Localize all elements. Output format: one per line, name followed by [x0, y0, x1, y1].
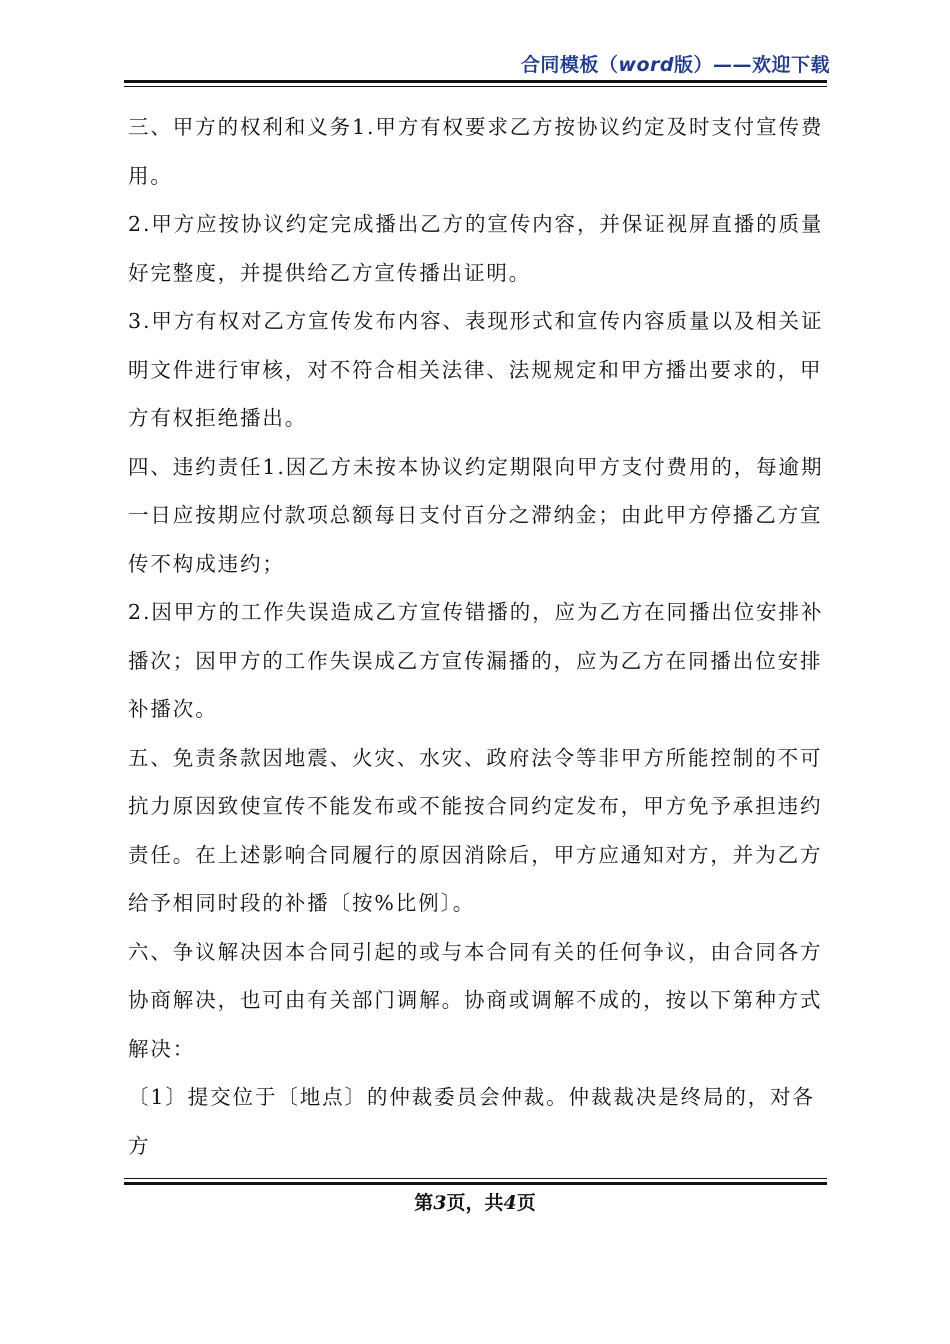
total-pages: 4: [503, 1192, 517, 1214]
page-number-prefix: 第: [414, 1192, 434, 1214]
page-number-middle: 页，共: [446, 1192, 504, 1214]
paragraph-rebroadcast: 2.因甲方的工作失误造成乙方宣传错播的，应为乙方在同播出位安排补播次；因甲方的工作失误成乙方宣传漏播的，应为乙方在同播出位安排补播次。: [128, 600, 824, 721]
header-title: [521, 50, 830, 77]
header-rule-thin: [124, 86, 827, 87]
page-number-suffix: 页: [516, 1192, 536, 1214]
footer-rule-thick: [124, 1182, 827, 1185]
header-title-word: word: [618, 54, 674, 76]
header-title-prefix: 合同模板（: [520, 54, 619, 76]
paragraph-arbitration: 〔1〕提交位于〔地点〕的仲裁委员会仲裁。仲裁裁决是终局的，对各方: [128, 1085, 815, 1158]
current-page: 3: [433, 1192, 447, 1214]
header-rule-thick: [124, 80, 827, 83]
header-title-suffix: 版）——欢迎下载: [673, 54, 830, 76]
footer-rule-thin: [124, 1178, 827, 1179]
paragraph-content-review: 3.甲方有权对乙方宣传发布内容、表现形式和宣传内容质量以及相关证明文件进行审核，对不符合相关法律、法规规定和甲方播出要求的，甲方有权拒绝播出。: [128, 309, 824, 430]
paragraph-breach-liability: 四、违约责任1.因乙方未按本协议约定期限向甲方支付费用的，每逾期一日应按期应付款项总额每日支付百分之滞纳金；由此甲方停播乙方宣传不构成违约；: [128, 454, 824, 576]
paragraph-broadcast-quality: 2.甲方应按协议约定完成播出乙方的宣传内容，并保证视屏直播的质量好完整度，并提供给乙方宣传播出证明。: [128, 212, 824, 285]
contract-body: [128, 103, 828, 1170]
paragraph-party-a-rights: 三、甲方的权利和义务1.甲方有权要求乙方按协议约定及时支付宣传费用。: [128, 115, 824, 188]
paragraph-dispute-resolution: 六、争议解决因本合同引起的或与本合同有关的任何争议，由合同各方协商解决，也可由有关部门调解。协商或调解不成的，按以下第种方式解决：: [128, 939, 823, 1061]
paragraph-force-majeure: 五、免责条款因地震、火灾、水灾、政府法令等非甲方所能控制的不可抗力原因致使宣传不能发布或不能按合同约定发布，甲方免予承担违约责任。在上述影响合同履行的原因消除后，甲方应通知对方，并为乙方给予相同时段的补播〔按%比例〕。: [128, 745, 823, 915]
page-number: [0, 1188, 950, 1215]
